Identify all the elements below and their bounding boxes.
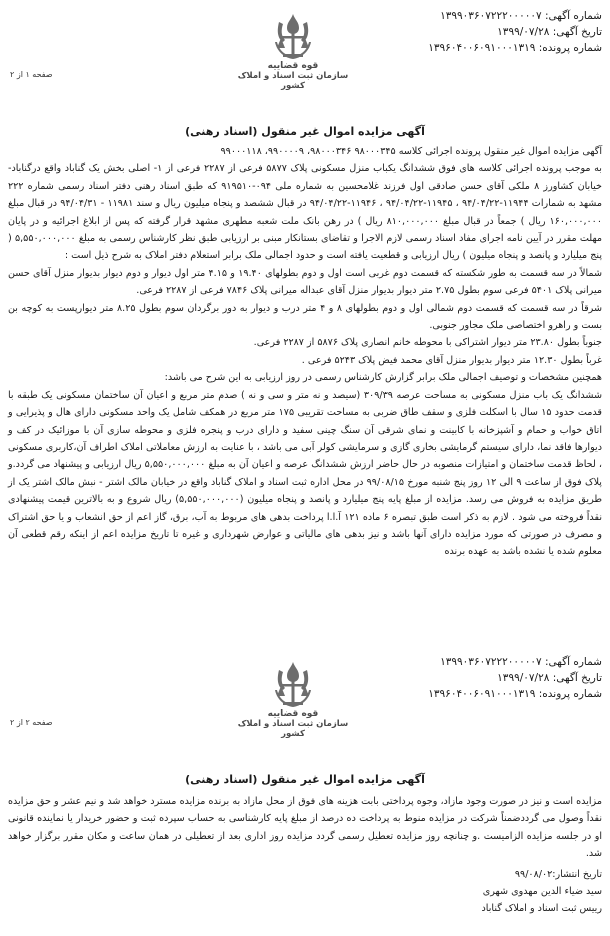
property-description: ششدانگ یک باب منزل مسکونی به مساحت عرصه ۳۰۹/۳۹ (سیصد و نه متر و سی و نه ) صدم متر مربع و اعیان آن ساختمان مسکونی یک طبقه با قدمت حدود ۱۵ سال با اسکلت فلزی و سقف طاق ضربی به مساحت تقریبی ۱۷۵ متر مربع در همکف شامل یک واحد مسکونی دارای هال و پذیرایی و اتاق خواب و حمام و آشپزخانه با کابینت و نمای شرقی آن سنگ چینی سفید و دارای درب و پنجره فلزی و محوطه سازی آن با موزائیک در کف و دیوارها فاقد نما، دارای سیستم گرمایشی بخاری گازی و سرمایشی کولر آبی می باشد ، با عنایت به ارزش معاملاتی املاک اطراف آن،کاربری مسکونی ، لحاظ قدمت ساختمان و امتیازات منصوبه در حال حاضر ارزش ششدانگ عرصه و اعیان آن به مبلغ ۵,۵۵۰,۰۰۰,۰۰۰ ریال ارزیابی و پیشنهاد می گردد.و پلاک فوق از ساعت ۹ الی ۱۲ روز پنج شنبه مورخ ۹۹/۰۸/۱۵ در محل اداره ثبت اسناد و املاک گناباد واقع در خیابان مالک اشتر - نبش مالک اشتر یک از طریق مزایده به فروش می رسد. مزایده از مبلغ پایه پنج میلیارد و پانصد و پنجاه میلیون (۵,۵۵۰,۰۰۰,۰۰۰) ریال شروع و به بالاترین قیمت پیشنهادی نقداً فروخته می شود . لازم به ذکر است طبق تبصره ۶ ماده ۱۲۱ آ.ا.ا پرداخت بدهی های مربوط به آب، برق، گاز اعم از حق انشعاب و یا حق اشتراک و مصرف در صورتی که مورد مزایده دارای آنها باشد و نیز بدهی های مالیاتی و عوارض شهرداری و غیره تا تاریخ مزایده اعم از اینکه رقم قطعی آن معلوم شده یا نشده باشد به عهده برنده [8,389,602,558]
notice-date: تاریخ آگهی: ۱۳۹۹/۰۷/۲۸ [497,672,602,684]
signer-name: سید ضیاء الدین مهدوی شهری [482,886,602,897]
notice-title: آگهی مزایده اموال غیر منقول (اسناد رهنی) [185,125,425,138]
boundary-west: غرباً بطول ۱۲.۳۰ متر دیوار بدیوار منزل آقای محمد فیض پلاک ۵۲۴۳ فرعی . [301,354,602,366]
page-label: صفحه ۱ از ۲ [10,70,53,79]
signature-block [482,866,602,917]
boundary-south: جنوباً بطول ۲۳.۸۰ متر دیوار اشتراکی با محوطه خانم انصاری پلاک ۵۸۷۶ از ۲۲۸۷ فرعی. [253,337,602,349]
judiciary-emblem [233,12,353,91]
org-name-judiciary: قوه قضاییه [267,61,319,71]
boundary-north: شمالاً در سه قسمت به طور شکسته که قسمت دوم غربی است اول و دوم بطولهای ۱۹.۴۰ و ۴.۱۵ متر اول دیوار و دوم دیوار بدیوار منزل آقای حسن میرانی پلاک ۵۴۰۱ فرعی سوم بطول ۲.۷۵ متر دیوار بدیوار منزل آقای عبداله میرانی پلاک ۷۸۴۶ فرعی از ۲۲۸۷ فرعی. [8,267,603,297]
document-page-2 [0,650,610,936]
org-name-judiciary: قوه قضاییه [267,709,319,719]
boundary-east: شرقاً در سه قسمت که قسمت دوم شمالی اول و دوم بطولهای ۸ و ۴ متر درب و دیوار به دور برگردان سوم بطول ۸.۲۵ متر دیوارپست به کوچه بن بست و راهرو اختصاصی ملک مجاور جنوبی. [8,302,602,332]
notice-meta [428,8,602,56]
case-heading: آگهی مزایده اموال غیر منقول پرونده اجرائی کلاسه ۹۸۰۰۰۳۴۵ ۹۸۰۰۰۳۴۶، ۹۹۰۰۰۰۹، ۹۹۰۰۰۱۱۸ [220,146,602,157]
notice-body [8,793,602,863]
notice-meta [428,654,602,702]
org-name-registry: سازمان ثبت اسناد و املاک کشور [237,71,349,91]
notice-number: شماره آگهی: ۱۳۹۹۰۳۶۰۷۲۲۲۰۰۰۰۰۷ [440,656,602,668]
signer-title: رییس ثبت اسناد و املاک گناباد [481,903,602,914]
judiciary-emblem [233,660,353,739]
notice-number: شماره آگهی: ۱۳۹۹۰۳۶۰۷۲۲۲۰۰۰۰۰۷ [440,10,602,22]
publish-date: تاریخ انتشار:۹۹/۰۸/۰۲ [514,869,602,880]
emblem-icon [271,660,315,710]
page-label: صفحه ۲ از ۲ [10,718,53,727]
emblem-icon [271,12,315,62]
notice-date: تاریخ آگهی: ۱۳۹۹/۰۷/۲۸ [497,26,602,38]
notice-title: آگهی مزایده اموال غیر منقول (اسناد رهنی) [185,773,425,786]
main-paragraph: به موجب پرونده اجرائی کلاسه های فوق ششدانگ یکباب منزل مسکونی پلاک ۵۸۷۷ فرعی از ۲۲۸۷ فرعی از ۱- اصلی بخش یک گناباد واقع درگناباد-خیابان کشاورز ۸ ملکی آقای حسن صادقی اول فرزند غلامحسین به شماره ملی ۰۹۴-۹۱۹۵۱۰ که طبق اسناد رهنی دفتر اسناد رسمی شماره ۲۲۲ مشهد به شمارات ۱۱۹۴۴-۹۴/۰۴/۲۲ ، ۱۱۹۴۵-۹۴/۰۴/۲۲ ، ۱۱۹۴۶-۹۴/۰۴/۲۲ در قبال ششصد و پنجاه میلیون ریال و سند ۱۱۹۸۱ - ۹۴/۰۴/۳۱ در قبال مبلغ ۱۶۰,۰۰۰,۰۰۰ ریال ) جمعاً در قبال مبلغ ۸۱۰,۰۰۰,۰۰۰ ریال ) در رهن بانک ملت شعبه مطهری مشهد قرار گرفته که پس از ابلاغ اجرائیه و در پایان مهلت مقرر در آیین نامه اجرای مفاد اسناد رسمی لازم الاجرا و تقاضای بستانکار مبنی بر ارزیابی طبق نظر کارشناس رسمی به مبلغ ۵,۵۵۰,۰۰۰,۰۰۰ ( پنج میلیارد و پانصد و پنجاه میلیون ) ریال ارزیابی و قطعیت یافته است و حدود اجمالی ملک برابر استعلام دفتر املاک به شرح ذیل است : [8,163,602,262]
closing-paragraph: مزایده است و نیز در صورت وجود مازاد، وجوه پرداختی بابت هزینه های فوق از محل مازاد به برنده مزایده مسترد خواهد شد و نیم عشر و حق مزایده نقداً وصول می گرددضمناً شرکت در مزایده منوط به پرداخت ده درصد از مبلغ پایه کارشناسی به حساب سپرده ثبت و حضور خریدار یا نماینده قانونی او در جلسه مزایده الزامیست .و چنانچه روز مزایده تعطیل رسمی گردد مزایده روز اداری بعد از تعطیلی در همان ساعت و مکان مقرر برگزار خواهد شد. [8,796,602,860]
notice-body [8,143,602,561]
file-number: شماره پرونده: ۱۳۹۶۰۴۰۰۶۰۹۱۰۰۰۱۳۱۹ [428,42,602,54]
file-number: شماره پرونده: ۱۳۹۶۰۴۰۰۶۰۹۱۰۰۰۱۳۱۹ [428,688,602,700]
description-intro: همچنین مشخصات و توصیف اجمالی ملک برابر گزارش کارشناس رسمی در روز ارزیابی به این شرح می باشد: [164,372,602,384]
org-name-registry: سازمان ثبت اسناد و املاک کشور [237,719,349,739]
